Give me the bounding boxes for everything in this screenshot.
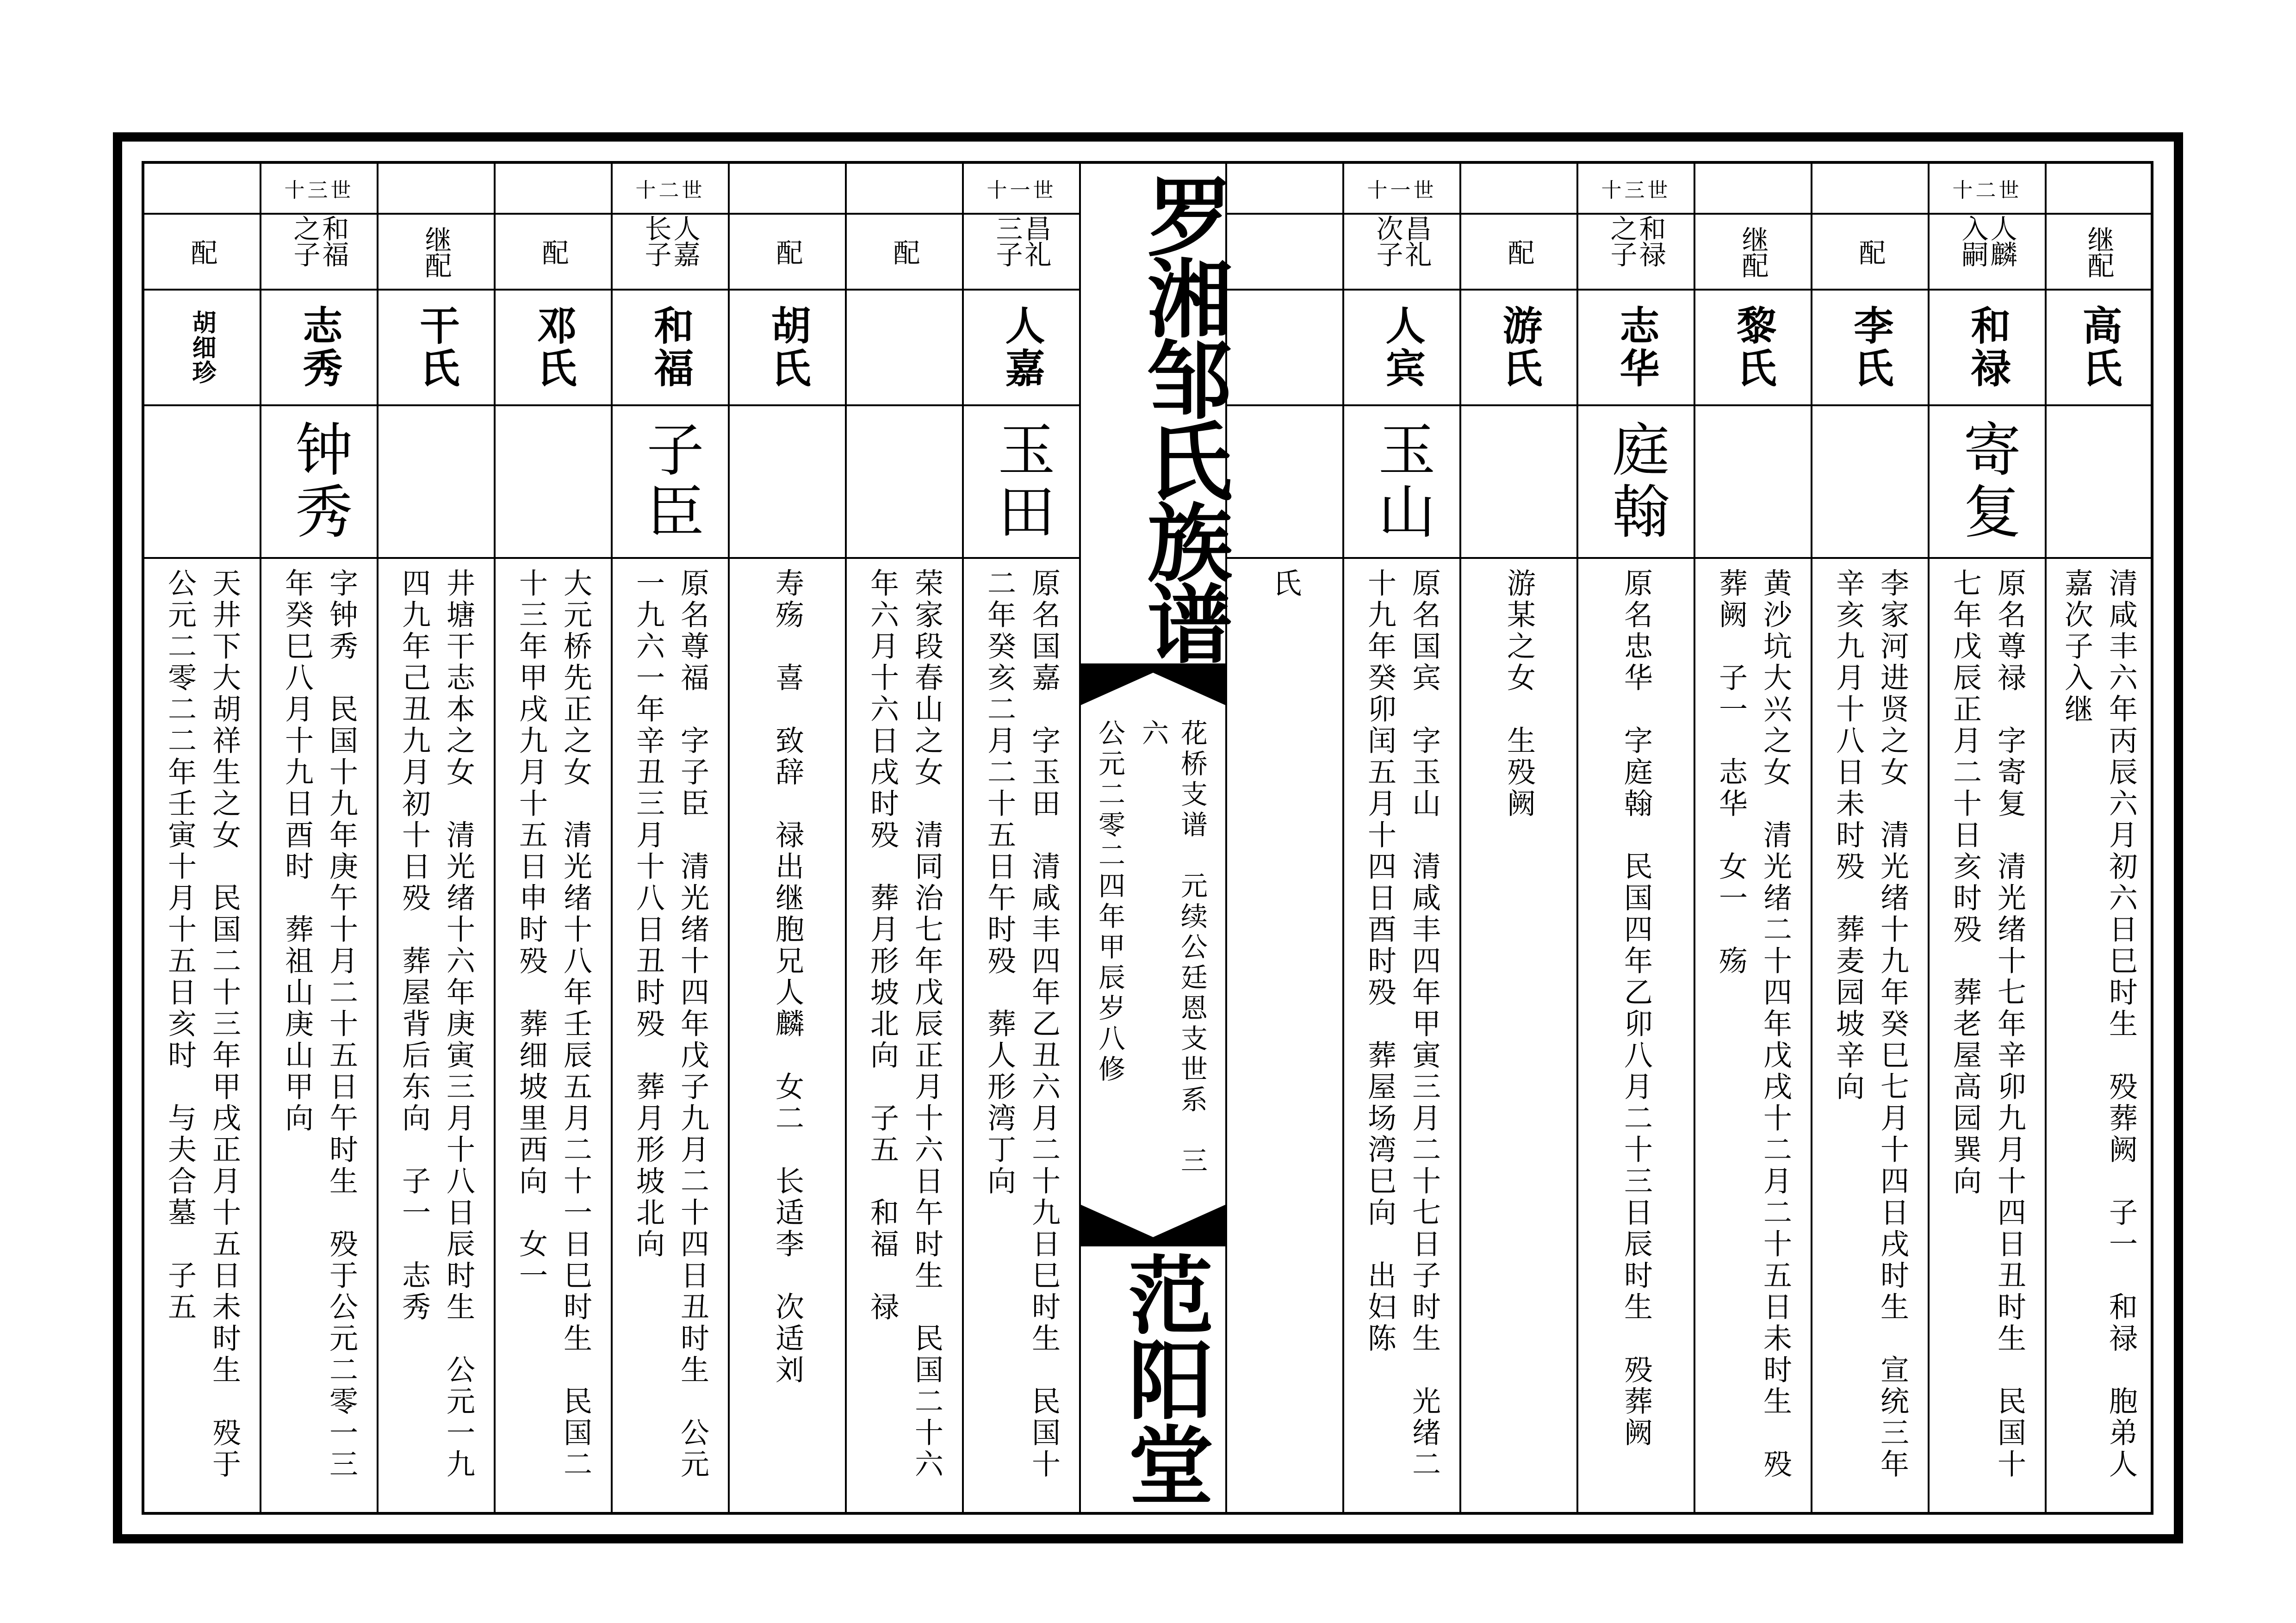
generation-cell xyxy=(1578,164,1694,215)
relation-label: 继配 xyxy=(1737,226,1769,278)
revision-line: 公元二零二四年甲辰岁八修 xyxy=(1094,719,1125,1085)
branch-line: 花桥支谱 元续公廷恩支世系 三六 xyxy=(1137,719,1208,1177)
biography-cell xyxy=(2047,559,2151,1515)
person-name: 人宾 xyxy=(1378,305,1426,390)
relation-label: 配 xyxy=(1503,239,1535,265)
relation-cell xyxy=(730,215,845,291)
relation-label: 配 xyxy=(537,239,569,265)
name-cell xyxy=(261,291,377,406)
biography-text: 寿殇 喜 致辞 禄出继胞兄人麟 女二 长适李 次适刘 xyxy=(770,568,805,1386)
person-name: 干氏 xyxy=(413,305,460,390)
entry-column xyxy=(496,164,613,1512)
courtesy-cell xyxy=(847,406,962,559)
relation-label: 配 xyxy=(186,239,218,265)
name-cell xyxy=(144,291,260,406)
relation-cell xyxy=(144,215,260,291)
name-cell xyxy=(496,291,611,406)
person-name: 人嘉 xyxy=(998,305,1045,390)
relation-cell xyxy=(1461,215,1576,291)
relation-cell xyxy=(1578,215,1694,291)
entry-column xyxy=(261,164,379,1512)
generation-label: 十三世 xyxy=(1601,179,1671,202)
relation-label: 和福之子 xyxy=(289,215,349,266)
relation-label: 昌礼三子 xyxy=(991,215,1052,266)
entry-column xyxy=(1578,164,1695,1512)
generation-cell xyxy=(1227,164,1342,215)
biography-cell xyxy=(379,559,494,1515)
courtesy-cell xyxy=(730,406,845,559)
relation-label: 人嘉长子 xyxy=(640,215,701,266)
generation-label: 十二世 xyxy=(1952,179,2022,202)
generation-label: 十一世 xyxy=(1367,179,1437,202)
biography-cell xyxy=(847,559,962,1515)
relation-cell xyxy=(496,215,611,291)
generation-cell xyxy=(261,164,377,215)
courtesy-name: 子臣 xyxy=(637,420,704,544)
courtesy-cell xyxy=(964,406,1079,559)
name-cell xyxy=(1578,291,1694,406)
name-cell xyxy=(1930,291,2045,406)
name-cell xyxy=(1695,291,1811,406)
relation-label: 继配 xyxy=(420,226,452,278)
relation-cell xyxy=(613,215,728,291)
relation-cell xyxy=(2047,215,2151,291)
courtesy-cell xyxy=(1227,406,1342,559)
entry-column xyxy=(1930,164,2047,1512)
entry-column xyxy=(379,164,496,1512)
entry-column xyxy=(1695,164,1812,1512)
relation-label: 配 xyxy=(888,239,920,265)
spine-text xyxy=(1081,705,1225,1205)
relation-label: 和禄之子 xyxy=(1606,215,1666,266)
biography-cell xyxy=(1695,559,1811,1515)
generation-label: 十二世 xyxy=(635,179,705,202)
entry-column xyxy=(613,164,730,1512)
biography-cell xyxy=(1344,559,1459,1515)
relation-cell xyxy=(1930,215,2045,291)
name-cell xyxy=(379,291,494,406)
biography-cell xyxy=(144,559,260,1515)
name-cell xyxy=(613,291,728,406)
generation-cell xyxy=(964,164,1079,215)
biography-cell xyxy=(1578,559,1694,1515)
name-cell xyxy=(1812,291,1928,406)
person-name: 胡氏 xyxy=(764,305,811,390)
entry-column xyxy=(730,164,847,1512)
person-name: 黎氏 xyxy=(1730,305,1777,390)
book-title: 罗湘邹氏族谱 xyxy=(1133,173,1233,662)
relation-label: 继配 xyxy=(2083,226,2115,278)
courtesy-cell xyxy=(1812,406,1928,559)
entry-column xyxy=(2047,164,2151,1512)
relation-cell xyxy=(847,215,962,291)
biography-text: 原名尊禄 字寄复 清光绪十七年辛卯九月十四日丑时生 民国十七年戊辰正月二十日亥时殁 葬老屋高园巽向 xyxy=(1948,568,2027,1481)
relation-cell xyxy=(964,215,1079,291)
courtesy-cell xyxy=(379,406,494,559)
biography-text: 原名忠华 字庭翰 民国四年乙卯八月二十三日辰时生 殁葬阙 xyxy=(1619,568,1653,1449)
generation-cell xyxy=(1695,164,1811,215)
biography-cell xyxy=(1812,559,1928,1515)
fishtail-bottom xyxy=(1081,1205,1225,1246)
person-name: 游氏 xyxy=(1496,305,1543,390)
biography-cell xyxy=(730,559,845,1515)
relation-cell xyxy=(1695,215,1811,291)
courtesy-cell xyxy=(613,406,728,559)
biography-cell xyxy=(1227,559,1342,1515)
biography-cell xyxy=(964,559,1079,1515)
generation-cell xyxy=(2047,164,2151,215)
entry-column xyxy=(144,164,261,1512)
courtesy-cell xyxy=(2047,406,2151,559)
name-cell xyxy=(964,291,1079,406)
biography-text: 井塘干志本之女 清光绪十六年庚寅三月十八日辰时生 公元一九四九年己丑九月初十日殁 葬屋背后东向 子一 志秀 xyxy=(397,568,476,1481)
entry-column xyxy=(964,164,1081,1512)
generation-cell xyxy=(1930,164,2045,215)
person-name: 和禄 xyxy=(1964,305,2011,390)
entry-column xyxy=(1344,164,1461,1512)
biography-text: 李家河进贤之女 清光绪十九年癸巳七月十四日戌时生 宣统三年辛亥九月十八日未时殁 葬麦园坡辛向 xyxy=(1831,568,1910,1481)
person-name: 和福 xyxy=(647,305,694,390)
courtesy-cell xyxy=(496,406,611,559)
generation-cell xyxy=(379,164,494,215)
entry-column xyxy=(1812,164,1930,1512)
generation-cell xyxy=(1461,164,1576,215)
name-cell xyxy=(847,291,962,406)
entry-column xyxy=(1227,164,1344,1512)
courtesy-name: 玉田 xyxy=(988,420,1055,544)
courtesy-cell xyxy=(1695,406,1811,559)
generation-cell xyxy=(1344,164,1459,215)
person-name: 邓氏 xyxy=(530,305,577,390)
generation-cell xyxy=(496,164,611,215)
generation-label: 十三世 xyxy=(284,179,354,202)
generation-label: 十一世 xyxy=(987,179,1056,202)
biography-text: 游某之女 生殁阙 xyxy=(1502,568,1536,820)
biography-text: 天井下大胡祥生之女 民国二十三年甲戌正月十五日未时生 殁于公元二零二二年壬寅十月十五日亥时 与夫合墓 子五 xyxy=(163,568,242,1481)
name-cell xyxy=(1227,291,1342,406)
name-cell xyxy=(2047,291,2151,406)
relation-cell xyxy=(1812,215,1928,291)
relation-cell xyxy=(1227,215,1342,291)
relation-cell xyxy=(379,215,494,291)
person-name: 胡细珍 xyxy=(188,310,216,385)
relation-label: 人麟入嗣 xyxy=(1957,215,2017,266)
person-name: 志华 xyxy=(1613,305,1660,390)
courtesy-name: 钟秀 xyxy=(285,420,353,544)
generation-cell xyxy=(144,164,260,215)
relation-label: 配 xyxy=(1854,239,1886,265)
generation-cell xyxy=(730,164,845,215)
entry-column xyxy=(1461,164,1578,1512)
biography-text: 原名尊福 字子臣 清光绪十四年戊子九月二十四日丑时生 公元一九六一年辛丑三月十八日丑时殁 葬月形坡北向 xyxy=(631,568,710,1481)
courtesy-name: 寄复 xyxy=(1954,420,2021,544)
name-cell xyxy=(1344,291,1459,406)
biography-text: 清咸丰六年丙辰六月初六日巳时生 殁葬阙 子一 和禄 胞弟人嘉次子入继 xyxy=(2060,568,2138,1481)
biography-cell xyxy=(1461,559,1576,1515)
relation-cell xyxy=(1344,215,1459,291)
courtesy-name: 玉山 xyxy=(1368,420,1435,544)
biography-text: 原名国嘉 字玉田 清咸丰四年乙丑六月二十九日巳时生 民国十二年癸亥二月二十五日午时殁 葬人形湾丁向 xyxy=(982,568,1061,1481)
center-spine xyxy=(1081,164,1233,1512)
person-name: 志秀 xyxy=(296,305,343,390)
courtesy-cell xyxy=(1461,406,1576,559)
generation-cell xyxy=(847,164,962,215)
biography-cell xyxy=(1930,559,2045,1515)
hall-name: 范阳堂 xyxy=(1114,1251,1214,1506)
relation-cell xyxy=(261,215,377,291)
genealogy-grid xyxy=(142,161,2153,1515)
courtesy-cell xyxy=(1930,406,2045,559)
entry-column xyxy=(847,164,964,1512)
person-name: 高氏 xyxy=(2075,305,2122,390)
relation-label: 配 xyxy=(771,239,803,265)
biography-text: 字钟秀 民国十九年庚午十月二十五日午时生 殁于公元二零一三年癸巳八月十九日酉时 葬祖山庚山甲向 xyxy=(280,568,359,1481)
relation-label: 昌礼次子 xyxy=(1371,215,1432,266)
fishtail-top xyxy=(1081,663,1225,705)
courtesy-cell xyxy=(261,406,377,559)
generation-cell xyxy=(613,164,728,215)
biography-text: 氏 xyxy=(1268,568,1302,600)
person-name: 李氏 xyxy=(1847,305,1894,390)
biography-text: 荣家段春山之女 清同治七年戊辰正月十六日午时生 民国二十六年六月十六日戌时殁 葬月形坡北向 子五 和福 禄 xyxy=(865,568,944,1481)
name-cell xyxy=(730,291,845,406)
courtesy-name: 庭翰 xyxy=(1602,420,1669,544)
biography-text: 原名国宾 字玉山 清咸丰四年甲寅三月二十七日子时生 光绪二十九年癸卯闰五月十四日酉时殁 葬屋场湾巳向 出妇陈 xyxy=(1363,568,1441,1481)
name-cell xyxy=(1461,291,1576,406)
courtesy-cell xyxy=(1578,406,1694,559)
biography-cell xyxy=(261,559,377,1515)
biography-cell xyxy=(496,559,611,1515)
generation-cell xyxy=(1812,164,1928,215)
biography-text: 黄沙坑大兴之女 清光绪二十四年戊戌十二月二十五日未时生 殁葬阙 子一 志华 女一 殇 xyxy=(1714,568,1793,1481)
courtesy-cell xyxy=(144,406,260,559)
courtesy-cell xyxy=(1344,406,1459,559)
biography-text: 大元桥先正之女 清光绪十八年壬辰五月二十一日巳时生 民国二十三年甲戌九月十五日申时殁 葬细坡里西向 女一 xyxy=(514,568,593,1481)
biography-cell xyxy=(613,559,728,1515)
